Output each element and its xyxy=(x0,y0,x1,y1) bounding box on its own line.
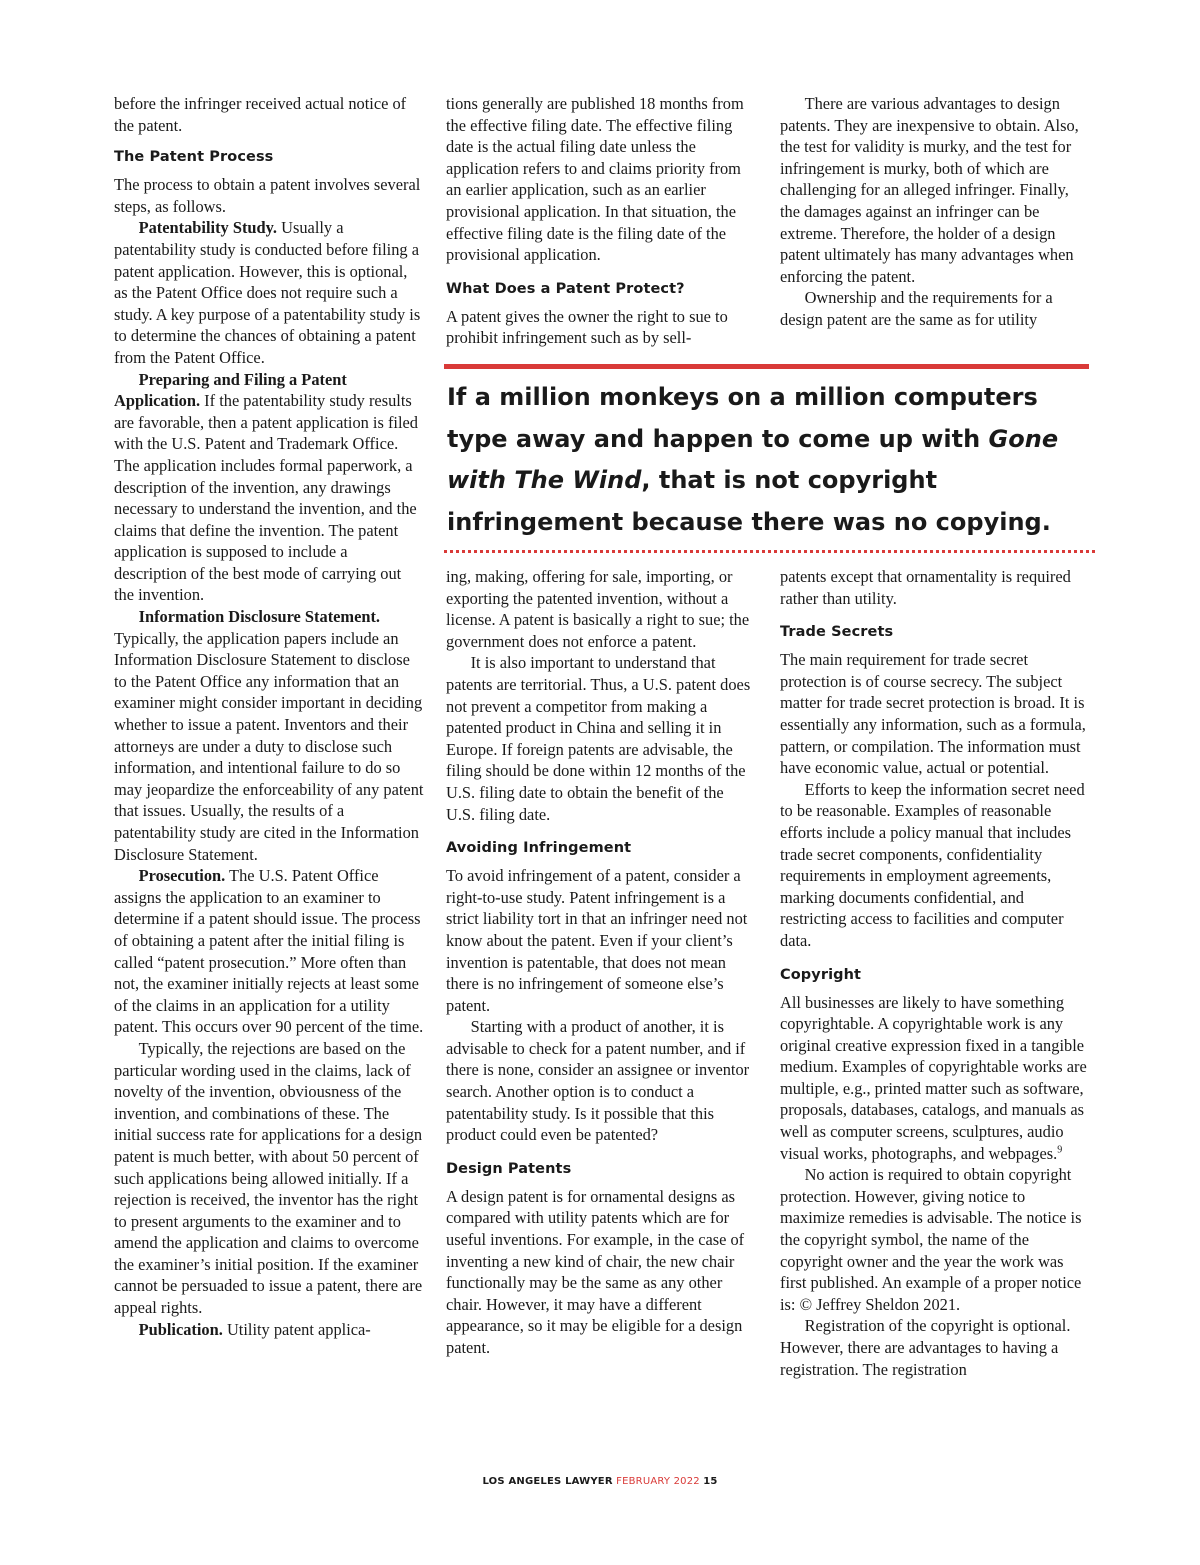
paragraph: The process to obtain a patent involves several steps, as follows. xyxy=(114,175,421,216)
run-in-heading: Patentability Study. xyxy=(138,218,278,238)
paragraph-preparing-filing: Preparing and Filing a Patent Application. If the patentability study results are favorable, then a patent application is filed with the U.S. Patent and Trademark Office. The application includes formal paperwork, a description of the invention, any drawings necessary to understand the invention, and the claims that define the invention. The patent application is supposed to include a description of the best mode of carrying out the invention. xyxy=(114,369,419,605)
issue-date: FEBRUARY 2022 xyxy=(616,1476,700,1487)
pull-quote-top-rule xyxy=(444,364,1089,369)
paragraph: All businesses are likely to have something copyrightable. A copyrightable work is any original creative expression fixed in a tangible medium. Examples of copyrightable works are multiple, e.g., printed matter such as software, proposals, databases, catalogs, and manuals as well as computer screens, sculptures, audio visual works, photographs, and webpages.$^9$ xyxy=(780,992,1087,1163)
paragraph: To avoid infringement of a patent, consider a right-to-use study. Patent infringement is a strict liability tort in that an infringer need not know about the patent. Even if your client’s invention is patentable, that does not mean there is no infringement of someone else’s patent. xyxy=(446,866,748,1015)
column-2-top xyxy=(446,93,756,349)
pull-quote-dotted-rule xyxy=(444,550,1095,553)
paragraph-prosecution: Prosecution. The U.S. Patent Office assigns the application to an examiner to determine if a patent should issue. The process of obtaining a patent after the initial filing is called “patent prosecution.” More often than not, the examiner initially rejects at least some of the claims in an application for a utility patent. This occurs over 90 percent of the time. xyxy=(114,866,424,1037)
paragraph: There are various advantages to design patents. They are inexpensive to obtain. Also, the test for validity is murky, and the test for infringement is murky, both of which are challenging for an alleged infringer. Finally, the damages against an infringer can be extreme. Therefore, the holder of a design patent ultimately has many advantages when enforcing the patent. xyxy=(780,94,1079,286)
paragraph-publication: Publication. Utility patent applica- xyxy=(138,1319,371,1339)
paragraph: Typically, the rejections are based on the particular wording used in the claims, lack of novelty of the invention, obviousness of the invention, and combinations of these. The initial success rate for applications for a design patent is much better, with about 50 percent of such applications being allowed initially. If a rejection is received, the inventor has the right to present arguments to the examiner and to amend the application and claims to overcome the examiner’s initial position. If the examiner cannot be persuaded to issue a patent, there are appeal rights. xyxy=(114,1038,423,1318)
paragraph: Ownership and the requirements for a design patent are the same as for utility xyxy=(780,288,1053,329)
run-in-heading: Information Disclosure Statement. xyxy=(138,607,381,627)
paragraph: The main requirement for trade secret protection is of course secrecy. The subject matter for trade secret protection is broad. It is essentially any information, such as a formula, pattern, or compilation. The information must have economic value, actual or potential. xyxy=(780,650,1086,778)
publication-name: LOS ANGELES LAWYER xyxy=(482,1476,613,1487)
column-1 xyxy=(114,93,424,1340)
paragraph: ing, making, offering for sale, importing, or exporting the patented invention, without a license. A patent is basically a right to sue; the government does not enforce a patent. xyxy=(446,567,750,651)
run-in-heading: Publication. xyxy=(138,1319,223,1339)
section-heading-what-does-a-patent-protect: What Does a Patent Protect? xyxy=(446,280,685,297)
paragraph: A design patent is for ornamental designs as compared with utility patents which are for useful inventions. For example, in the case of inventing a new kind of chair, the new chair functionally may be the same as any other chair. However, it may have a different appearance, so it may be eligible for a design patent. xyxy=(446,1186,745,1357)
paragraph: Efforts to keep the information secret need to be reasonable. Examples of reasonable efforts include a policy manual that includes trade secret components, confidentiality requirements in employment agreements, marking documents confidential, and restricting access to facilities and computer data. xyxy=(780,779,1085,950)
paragraph: Starting with a product of another, it is advisable to check for a patent number, and if there is none, consider an assignee or inventor search. Another option is to conduct a patentability study. Is it possible that this product could even be patented? xyxy=(446,1017,750,1145)
section-heading-trade-secrets: Trade Secrets xyxy=(780,624,894,641)
page-number: 15 xyxy=(703,1476,718,1487)
column-3-bottom xyxy=(780,566,1092,1380)
column-2-bottom xyxy=(446,566,756,1359)
paragraph: tions generally are published 18 months from the effective filing date. The effective filing date is the actual filing date unless the application refers to and claims priority from an earlier application, such as an earlier provisional application. In that situation, the effective filing date is the filing date of the provisional application. xyxy=(446,94,744,265)
section-heading-design-patents: Design Patents xyxy=(446,1160,572,1177)
paragraph-ids: Information Disclosure Statement. Typically, the application papers include an Information Disclosure Statement to disclose to the Patent Office any information that an examiner might consider important in deciding whether to issue a patent. Inventors and their attorneys are under a duty to disclose such information, and intentional failure to do so may jeopardize the enforceability of any patent that issues. Usually, the results of a patentability study are cited in the Information Disclosure Statement. xyxy=(114,607,424,864)
paragraph: A patent gives the owner the right to sue to prohibit infringement such as by sell- xyxy=(446,306,728,348)
section-heading-copyright: Copyright xyxy=(780,966,862,983)
paragraph: Registration of the copyright is optional. However, there are advantages to having a registration. The registration xyxy=(780,1316,1071,1379)
section-heading-patent-process: The Patent Process xyxy=(114,149,274,166)
run-in-heading: Preparing and Filing a Patent Application. xyxy=(114,369,347,411)
page-footer xyxy=(0,1476,1200,1487)
paragraph: patents except that ornamentality is required rather than utility. xyxy=(780,567,1071,608)
paragraph-patentability-study: Patentability Study. Usually a patentability study is conducted before filing a patent application. However, this is optional, as the Patent Office does not require such a study. A key purpose of a patentability study is to determine the chances of obtaining a patent from the Patent Office. xyxy=(114,218,421,367)
run-in-heading: Prosecution. xyxy=(138,866,226,886)
column-3-top xyxy=(780,93,1092,331)
footnote-ref: 9 xyxy=(1057,1144,1063,1156)
pull-quote: If a million monkeys on a million computers type away and happen to come up with Gone with The Wind, that is not copyright infringement because there was no copying. xyxy=(447,383,1059,536)
paragraph: No action is required to obtain copyright protection. However, giving notice to maximize remedies is advisable. The notice is the copyright symbol, the name of the copyright owner and the year the work was first published. An example of a proper notice is: © Jeffrey Sheldon 2021. xyxy=(780,1165,1082,1314)
paragraph: It is also important to understand that patents are territorial. Thus, a U.S. patent does not prevent a competitor from making a patented product in China and selling it in Europe. If foreign patents are advisable, the filing should be done within 12 months of the U.S. filing date to obtain the benefit of the U.S. filing date. xyxy=(446,653,751,824)
section-heading-avoiding-infringement: Avoiding Infringement xyxy=(446,840,632,857)
paragraph: before the infringer received actual notice of the patent. xyxy=(114,94,407,135)
pull-quote-title: Gone with The Wind xyxy=(447,424,1059,494)
